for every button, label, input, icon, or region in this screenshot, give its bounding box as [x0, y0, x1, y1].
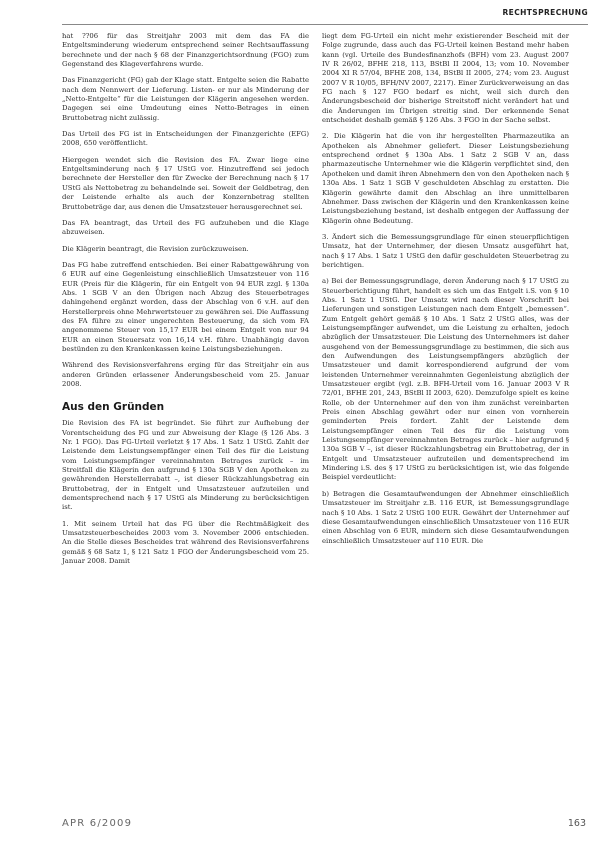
header-divider [62, 24, 588, 25]
paragraph: Die Revision des FA ist begründet. Sie führt zur Aufhebung der Vorentscheidung des FG und zur Abweisung der Klage (§ 126 Abs. 3 Nr. 1 FGO). Das FG-Urteil verletzt § 17 Abs. 1 Satz 1 UStG. Zahlt der Leistende dem Leistungsempfänger einen Teil des für die Leistung vom Leistungsempfänger vereinnahmten Betrages zurück – im Streitfall die Klägerin den aufgrund § 130a SGB V den Apotheken zu gewährenden Herstellerrabatt –, ist dieser Rückzahlungsbetrag ein Bruttobetrag, der in Entgelt und Umsatzsteuer aufzuteilen und dementsprechend nach § 17 UStG als Minderung zu berücksichtigen ist. [62, 419, 309, 512]
page-header [0, 0, 608, 24]
paragraph: 3. Ändert sich die Bemessungsgrundlage für einen steuerpflichtigen Umsatz, hat der Unternehmer, der diesen Umsatz ausgeführt hat, nach § 17 Abs. 1 Satz 1 UStG den dafür geschuldeten Steuerbetrag zu berichtigen. [322, 232, 569, 269]
paragraph: Die Klägerin beantragt, die Revision zurückzuweisen. [62, 244, 249, 253]
paragraph: liegt dem FG-Urteil ein nicht mehr existierender Bescheid mit der Folge zugrunde, dass auch das FG-Urteil keinen Bestand mehr haben kann (vgl. Urteile des Bundesfinanzhofs (BFH) vom 23. August 2007 IV R 26/02, BFHE 218, 113, BStBl II 2004, 13; vom 10. November 2004 XI R 57/04, BFHE 208, 134, BStBl II 2005, 274; vom 23. August 2007 V R 10/05, BFH/NV 2007, 2217). Einer Zurückverweisung an das FG nach § 127 FGO bedarf es nicht, weil sich durch den Änderungsbescheid der bisherige Streitstoff nicht verändert hat und die Änderungen im Übrigen streitig sind. Der erkennende Senat entscheidet deshalb gemäß § 126 Abs. 3 FGO in der Sache selbst. [322, 32, 569, 125]
page-number: 163 [567, 818, 586, 829]
paragraph: Während des Revisionsverfahrens erging für das Streitjahr ein aus anderen Gründen erlassener Änderungsbescheid vom 25. Januar 2008. [62, 361, 309, 388]
left-column [62, 32, 309, 574]
journal-issue: APR 6/2009 [62, 818, 133, 829]
paragraph: a) Bei der Bemessungsgrundlage, deren Änderung nach § 17 UStG zu Steuerberichtigung führt, handelt es sich um das Entgelt i.S. von § 10 Abs. 1 Satz 1 UStG. Der Umsatz wird nach dieser Vorschrift bei Lieferungen und sonstigen Leistungen nach dem Entgelt „bemessen“. Zum Entgelt gehört gemäß § 10 Abs. 1 Satz 2 UStG alles, was der Leistungsempfänger aufwendet, um die Leistung zu erhalten, jedoch abzüglich der Umsatzsteuer. Die Leistung des Unternehmers ist daher ausgehend von der Bemessungsgrundlage zu bestimmen, die sich aus den Aufwendungen des Leistungsempfängers abzüglich der Umsatzsteuer und damit korrespondierend aufgrund der vom leistenden Unternehmer vereinnahmten Gegenleistung abzüglich der Umsatzsteuer ergibt (vgl. z.B. BFH-Urteil vom 16. Januar 2003 V R 72/01, BFHE 201, 243, BStBl II 2003, 620). Demzufolge spielt es keine Rolle, ob der Unternehmer auf den von ihm zunächst vereinbarten Preis einen Abschlag gewährt oder nur einen von vornherein geminderten Preis fordert. Zahlt der Leistende dem Leistungsempfänger einen Teil des für die Leistung vom Leistungsempfänger vereinnahmten Betrages zurück – hier aufgrund § 130a SGB V –, ist dieser Rückzahlungsbetrag ein Bruttobetrag, der in Entgelt und Umsatzsteuer aufzuteilen und dementsprechend im Mindering i.S. des § 17 UStG zu berücksichtigen ist, wie das folgende Beispiel verdeutlicht: [322, 277, 569, 482]
paragraph: Das Finanzgericht (FG) gab der Klage statt. Entgelte seien die Rabatte nach dem Nennwert der Lieferung. Listen- er nur als Minderung der „Netto-Entgelte“ für die Leistungen der Klägerin angesehen werden. Dagegen sei eine Umdeutung eines Netto-Betrages in einen Bruttobetrag nicht zulässig. [62, 76, 309, 122]
paragraph: b) Betragen die Gesamtaufwendungen der Abnehmer einschließlich Umsatzsteuer im Streitjahr z.B. 116 EUR, ist Bemessungsgrundlage nach § 10 Abs. 1 Satz 2 UStG 100 EUR. Gewährt der Unternehmer auf diese Gesamtaufwendungen einschließlich Umsatzsteuer von 116 EUR einen Abschlag von 6 EUR, mindern sich diese Gesamtaufwendungen einschließlich Umsatzsteuer auf 110 EUR. Die [322, 489, 569, 545]
paragraph: Hiergegen wendet sich die Revision des FA. Zwar liege eine Entgeltsminderung nach § 17 UStG vor. Hinzutreffend sei jedoch berechnete der Hersteller den für Zwecke der Berechnung nach § 17 UStG als Nettobetrag zu behandelnde sei. Soweit der Geldbetrag, den der Leistende erhalte als auch der Konzernbetrag stellten Bruttobeträge dar, aus denen die Umsatzsteuer herausgerechnet sei. [62, 155, 309, 211]
paragraph: 1. Mit seinem Urteil hat das FG über die Rechtmäßigkeit des Umsatzsteuerbescheides 2003 vom 3. November 2006 entschieden. An die Stelle dieses Bescheides trat während des Revisionsverfahrens gemäß § 68 Satz 1, § 121 Satz 1 FGO der Änderungsbescheid vom 25. Januar 2008. Damit [62, 519, 309, 566]
section-label: RECHTSPRECHUNG [502, 8, 588, 17]
paragraph: hat ??06 für das Streitjahr 2003 mit dem das FA die Entgeltsminderung wiederum entsprechend seiner Rechtsauffassung berechnete und der nach § 68 der Finanzgerichtsordnung (FGO) zum Gegenstand des Klageverfahrens wurde. [62, 32, 309, 69]
paragraph: Das FG habe zutreffend entschieden. Bei einer Rabattgewährung von 6 EUR auf eine Gegenleistung einschließlich Umsatzsteuer von 116 EUR (Preis für die Klägerin, für ein Entgelt von 94 EUR zzgl. § 130a Abs. 1 SGB V an den Übrigen nach Abzug des Steuerbetrages dahingehend ergänzt worden, dass der Abschlag von 6 v.H. auf den Herstellerpreis ohne Mehrwertsteuer zu gewähren sei. Die Auffassung des FA führe zu einer ungerechten Besteuerung, da sich vom FA angenommene Steuer von 15,17 EUR bei einem Entgelt von nur 94 EUR an einen Steuersatz von 16,14 v.H. führe. Unabhängig davon bestünden zu den Krankenkassen keine Leistungsbeziehungen. [62, 260, 309, 353]
section-heading: Aus den Gründen [62, 401, 165, 414]
right-column [322, 32, 569, 553]
paragraph: Das Urteil des FG ist in Entscheidungen der Finanzgerichte (EFG) 2008, 650 veröffentlicht. [62, 130, 309, 148]
paragraph: Das FA beantragt, das Urteil des FG aufzuheben und die Klage abzuweisen. [62, 218, 309, 237]
paragraph: 2. Die Klägerin hat die von ihr hergestellten Pharmazeutika an Apotheken als Abnehmer geliefert. Dieser Leistungsbeziehung entsprechend ordnet § 130a Abs. 1 Satz 2 SGB V an, dass pharmazeutische Unternehmer wie die Klägerin verpflichtet sind, den Apotheken und damit ihren Abnehmern den von den Apotheken nach § 130a Abs. 1 Satz 1 SGB V geschuldeten Abschlag zu erstatten. Die Klägerin gewährte damit den Abschlag an ihre unmittelbaren Abnehmer. Dass zwischen der Klägerin und den Krankenkassen keine Leistungsbeziehung bestand, ist deshalb entgegen der Auffassung der Klägerin ohne Bedeutung. [322, 132, 569, 225]
